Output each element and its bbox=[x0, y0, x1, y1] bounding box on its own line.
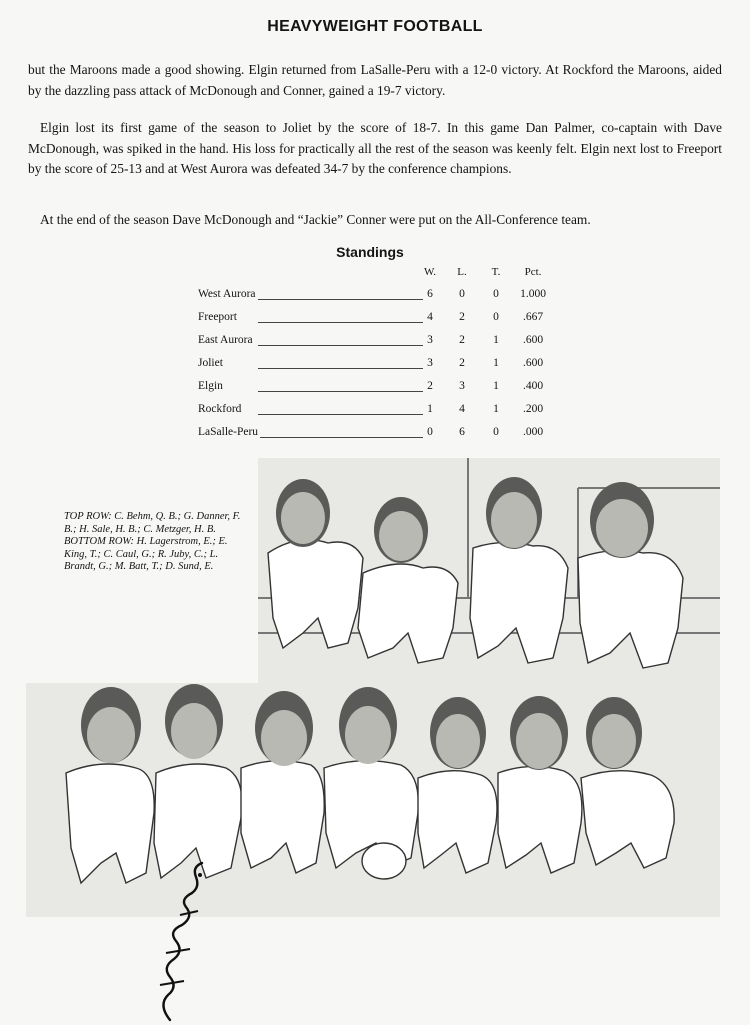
standings-row bbox=[198, 403, 558, 421]
dotted-leader bbox=[258, 437, 423, 438]
standings-cell-t: 0 bbox=[493, 311, 499, 323]
standings-row bbox=[198, 426, 558, 444]
standings-cell-l: 0 bbox=[459, 288, 465, 300]
standings-row bbox=[198, 357, 558, 375]
standings-cell-t: 0 bbox=[493, 288, 499, 300]
standings-cell-pct: .667 bbox=[522, 311, 544, 323]
standings-cell-t: 1 bbox=[493, 334, 499, 346]
column-head-t: T. bbox=[491, 266, 501, 278]
standings-row bbox=[198, 380, 558, 398]
standings-cell-pct: 1.000 bbox=[520, 288, 546, 300]
team-name: East Aurora bbox=[198, 334, 253, 346]
standings-cell-pct: .600 bbox=[522, 334, 544, 346]
standings-cell-l: 2 bbox=[459, 357, 465, 369]
paragraph-3: At the end of the season Dave McDonough and “Jackie” Conner were put on the All-Conference team. bbox=[40, 212, 591, 227]
paragraph-1: but the Maroons made a good showing. Elgin returned from LaSalle-Peru with a 12-0 victory. At Rockford the Maroons, aided by the dazzling pass attack of McDonough and Conner, gained a 19-7 victory. bbox=[28, 62, 722, 98]
photo-caption: TOP ROW: C. Behm, Q. B.; G. Danner, F. B.; H. Sale, H. B.; C. Metzger, H. B. BOTTOM ROW: H. Lagerstrom, E.; E. King, T.; C. Caul, G.; R. Juby, C.; L. Brandt, G.; M. Batt, T.; D. Sund, E. bbox=[64, 511, 241, 573]
standings-cell-t: 0 bbox=[493, 426, 499, 438]
team-name: Joliet bbox=[198, 357, 223, 369]
column-head-w: W. bbox=[423, 266, 437, 278]
top-row-illustration bbox=[258, 458, 720, 684]
paragraph-2: Elgin lost its first game of the season to Joliet by the score of 18-7. In this game Dan Palmer, co-captain with Dave McDonough, was spiked in the hand. His loss for practically all the rest of the season was keenly felt. Elgin next lost to Freeport by the score of 25-13 and at West Aurora was defeated 34-7 by the conference champions. bbox=[28, 120, 722, 176]
dotted-leader bbox=[258, 368, 423, 369]
standings-row bbox=[198, 334, 558, 352]
standings-title: Standings bbox=[336, 244, 404, 260]
standings-cell-l: 3 bbox=[459, 380, 465, 392]
standings-row bbox=[198, 311, 558, 329]
standings-cell-w: 0 bbox=[427, 426, 433, 438]
dotted-leader bbox=[258, 345, 423, 346]
dotted-leader bbox=[258, 391, 423, 392]
bottom-row-illustration bbox=[26, 683, 720, 917]
dotted-leader bbox=[258, 299, 423, 300]
standings-cell-t: 1 bbox=[493, 403, 499, 415]
page-title: HEAVYWEIGHT FOOTBALL bbox=[267, 18, 483, 35]
team-name: Elgin bbox=[198, 380, 223, 392]
standings-cell-w: 4 bbox=[427, 311, 433, 323]
dotted-leader bbox=[258, 322, 423, 323]
column-head-pct: Pct. bbox=[524, 266, 542, 278]
team-name: Rockford bbox=[198, 403, 242, 415]
standings-cell-pct: .200 bbox=[522, 403, 544, 415]
standings-cell-w: 2 bbox=[427, 380, 433, 392]
standings-cell-pct: .600 bbox=[522, 357, 544, 369]
team-name: LaSalle-Peru bbox=[198, 426, 259, 438]
standings-cell-w: 6 bbox=[427, 288, 433, 300]
standings-cell-t: 1 bbox=[493, 380, 499, 392]
team-name: West Aurora bbox=[198, 288, 256, 300]
column-head-l: L. bbox=[457, 266, 467, 278]
standings-cell-pct: .400 bbox=[522, 380, 544, 392]
standings-cell-w: 1 bbox=[427, 403, 433, 415]
standings-cell-pct: .000 bbox=[522, 426, 544, 438]
dotted-leader bbox=[258, 414, 423, 415]
standings-cell-l: 6 bbox=[459, 426, 465, 438]
standings-cell-l: 2 bbox=[459, 311, 465, 323]
standings-cell-l: 2 bbox=[459, 334, 465, 346]
team-photo-bottom-row bbox=[26, 683, 720, 917]
standings-cell-t: 1 bbox=[493, 357, 499, 369]
team-name: Freeport bbox=[198, 311, 237, 323]
standings-cell-w: 3 bbox=[427, 334, 433, 346]
standings-row bbox=[198, 288, 558, 306]
handwritten-signature bbox=[140, 855, 220, 1025]
standings-cell-w: 3 bbox=[427, 357, 433, 369]
standings-cell-l: 4 bbox=[459, 403, 465, 415]
team-photo-top-row bbox=[258, 458, 720, 684]
